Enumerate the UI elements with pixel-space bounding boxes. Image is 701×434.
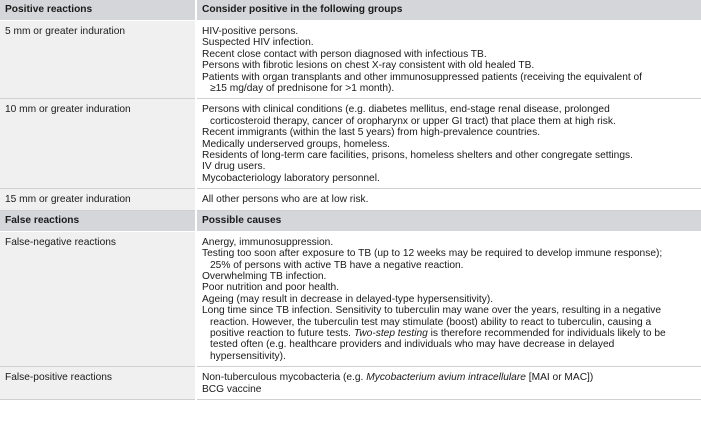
row-content [196, 189, 701, 210]
header-false-reactions: False reactions [0, 210, 196, 231]
text-line: All other persons who are at low risk. [202, 194, 369, 206]
text-line: HIV-positive persons. [202, 26, 299, 37]
text-segment: positive reaction to future tests. [210, 327, 351, 339]
text-line: corticosteroid therapy, cancer of oropharynx or upper GI tract) that place them at high risk. [210, 115, 616, 127]
text-line: Patients with organ transplants and other immunosuppressed patients (receiving the equivalent of [202, 71, 643, 83]
text-segment: [MAI or MAC]) [528, 372, 594, 384]
text-line: reaction. However, the tuberculin test may stimulate (boost) ability to react to tuberculin, causing a [210, 316, 652, 328]
row-label: False-positive reactions [0, 367, 196, 400]
text-line: tested often (e.g. healthcare providers and individuals who may have decrease in delayed [210, 339, 615, 351]
text-line: Ageing (may result in decrease in delayed-type hypersensitivity). [202, 293, 494, 305]
text-line: Recent close contact with person diagnosed with infectious TB. [202, 48, 487, 60]
positive-reactions-header-row [0, 0, 701, 21]
species-name-italic: Mycobacterium avium intracellulare [366, 372, 526, 384]
text-line: Medically underserved groups, homeless. [202, 138, 390, 150]
text-line: Testing too soon after exposure to TB (up to 12 weeks may be required to develop immune response); [202, 248, 663, 260]
text-line: Residents of long-term care facilities, prisons, homeless shelters and other congregate settings. [202, 150, 633, 162]
row-content [196, 231, 701, 366]
text-line [202, 328, 697, 339]
text-segment: is therefore recommended for individuals likely to be [430, 327, 666, 339]
text-line: Long time since TB infection. Sensitivity to tuberculin may wane over the years, resulting in a negative [202, 305, 662, 317]
false-reactions-header-row [0, 210, 701, 231]
header-consider-positive: Consider positive in the following groups [196, 0, 701, 21]
table-row [0, 21, 701, 99]
text-line: Poor nutrition and poor health. [202, 282, 340, 294]
two-step-testing-italic: Two-step testing [353, 327, 428, 339]
row-content [196, 367, 701, 400]
text-line: IV drug users. [202, 161, 266, 173]
text-line: Anergy, immunosuppression. [202, 236, 334, 248]
row-label: 15 mm or greater induration [0, 189, 196, 210]
text-segment: Non-tuberculous mycobacteria (e.g. [202, 372, 364, 384]
text-line [202, 372, 697, 383]
row-label: 5 mm or greater induration [0, 21, 196, 99]
table-row [0, 231, 701, 366]
text-line: ≥15 mg/day of prednisone for >1 month). [210, 83, 395, 95]
text-line: hypersensitivity). [210, 350, 286, 362]
table-row [0, 99, 701, 189]
text-line: 25% of persons with active TB have a negative reaction. [210, 259, 464, 271]
table-row [0, 367, 701, 400]
text-line: Overwhelming TB infection. [202, 270, 327, 282]
header-possible-causes: Possible causes [196, 210, 701, 231]
text-line: Suspected HIV infection. [202, 37, 314, 49]
text-line: BCG vaccine [202, 383, 262, 395]
row-label: 10 mm or greater induration [0, 99, 196, 189]
row-content [196, 99, 701, 189]
text-line: Persons with clinical conditions (e.g. diabetes mellitus, end-stage renal disease, prolonged [202, 104, 610, 116]
row-content [196, 21, 701, 99]
header-positive-reactions: Positive reactions [0, 0, 196, 21]
text-line: Persons with fibrotic lesions on chest X-ray consistent with old healed TB. [202, 60, 535, 72]
table-row [0, 189, 701, 210]
row-label: False-negative reactions [0, 231, 196, 366]
text-line: Mycobacteriology laboratory personnel. [202, 172, 380, 184]
text-line: Recent immigrants (within the last 5 years) from high-prevalence countries. [202, 127, 541, 139]
